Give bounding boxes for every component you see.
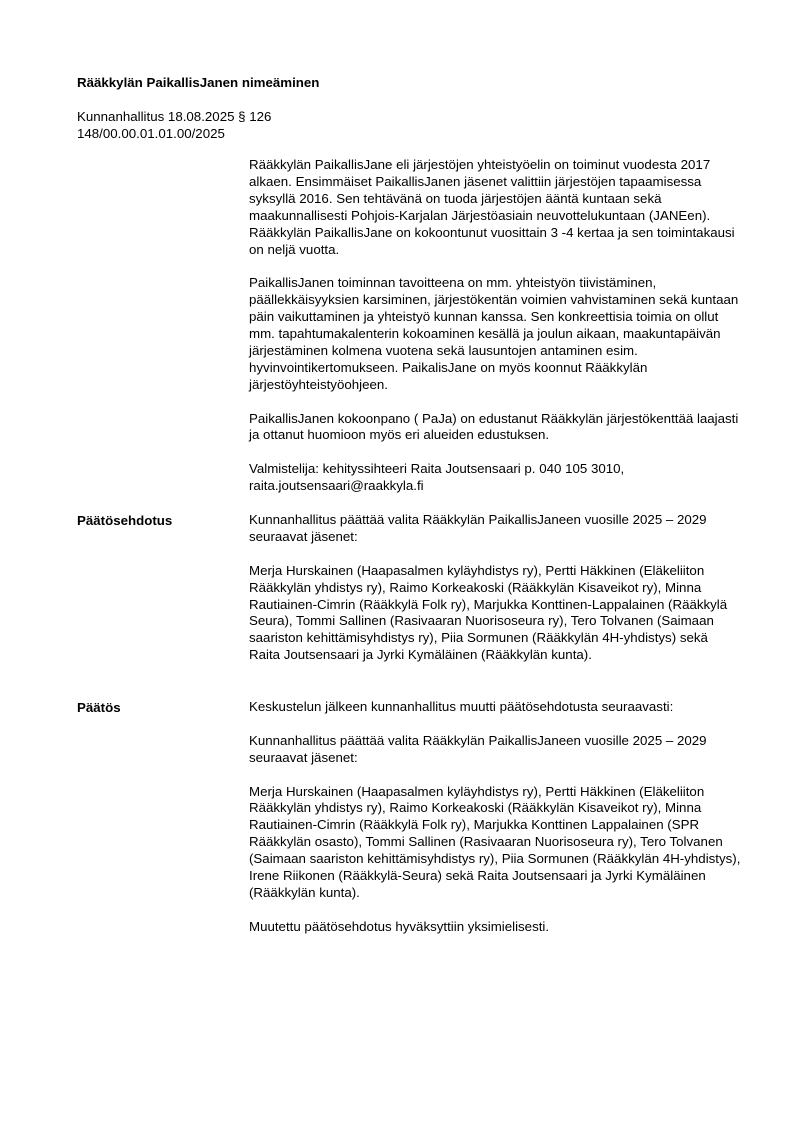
decision-intro: Kunnanhallitus päättää valita Rääkkylän PaikallisJaneen vuosille 2025 – 2029 seuraavat jäsenet: (249, 732, 707, 765)
record-number: 148/00.00.01.01.00/2025 (77, 126, 225, 141)
proposal-intro: Kunnanhallitus päättää valita Rääkkylän PaikallisJaneen vuosille 2025 – 2029 seuraavat jäsenet: (249, 512, 707, 544)
decision-members: Merja Hurskainen (Haapasalmen kyläyhdistys ry), Pertti Häkkinen (Eläkeliiton Rääkkylän yhdistys ry), Raimo Korkeakoski (Rääkkylän Kisaveikot ry), Minna Rautiainen-Cimrin (Rääkkylä Folk ry), Marjukka Konttinen Lappalainen (SPR Rääkkylän osasto), Tommi Sallinen (Rasivaaran Nuorisoseura ry), Tero Tolvanen (Saimaan saariston kehittämisyhdistys ry), Piia Sormunen (Rääkkylän 4H-yhdistys), Irene Riikonen (Rääkkylä-Seura) sekä Raita Joutsensaari ja Jyrki Kymäläinen (Rääkkylän kunta). (249, 783, 741, 900)
decision-label: Päätös (77, 700, 121, 715)
preparer-email: raita.joutsensaari@raakkyla.fi (249, 478, 424, 494)
proposal-section (249, 512, 741, 681)
decision-outcome: Muutettu päätösehdotus hyväksyttiin yksimielisesti. (249, 918, 550, 934)
document-title: Rääkkylän PaikallisJanen nimeäminen (77, 75, 320, 90)
background-section (249, 157, 741, 512)
meeting-line: Kunnanhallitus 18.08.2025 § 126 (77, 109, 272, 124)
decision-section (249, 699, 741, 953)
decision-discussion: Keskustelun jälkeen kunnanhallitus muutti päätösehdotusta seuraavasti: (249, 699, 674, 714)
preparer-info (249, 461, 741, 495)
meeting-info (77, 108, 271, 142)
proposal-label: Päätösehdotus (77, 513, 173, 528)
preparer-line: Valmistelija: kehityssihteeri Raita Joutsensaari p. 040 105 3010, (249, 461, 625, 477)
background-paragraph-2: PaikallisJanen toiminnan tavoitteena on mm. yhteistyön tiivistäminen, päällekkäisyyksien karsiminen, järjestökentän voimien vahvistaminen sekä kuntaan päin vaikuttaminen ja yhteistyö kunnan kanssa. Sen konkreettisia toimia on ollut mm. tapahtumakalenterin kokoaminen kesällä ja joulun aikaan, maakuntapäivän järjestäminen kolmena vuotena sekä lausuntojen antaminen esim. hyvinvointikertomukseen. PaikalisJane on myös koonnut Rääkkylän järjestöyhteistyöohjeen. (249, 275, 739, 392)
proposal-members: Merja Hurskainen (Haapasalmen kyläyhdistys ry), Pertti Häkkinen (Eläkeliiton Rääkkylän yhdistys ry), Raimo Korkeakoski (Rääkkylän Kisaveikot ry), Minna Rautiainen-Cimrin (Rääkkylä Folk ry), Marjukka Konttinen-Lappalainen (Rääkkylä Seura), Tommi Sallinen (Rasivaaran Nuorisoseura ry), Tero Tolvanen (Saimaan saariston kehittämisyhdistys ry), Piia Sormunen (Rääkkylän 4H-yhdistys) sekä Raita Joutsensaari ja Jyrki Kymäläinen (Rääkkylän kunta). (249, 562, 728, 663)
background-paragraph-3: PaikallisJanen kokoonpano ( PaJa) on edustanut Rääkkylän järjestökenttää laajasti ja ottanut huomioon myös eri alueiden edustuksen. (249, 410, 739, 443)
background-paragraph-1: Rääkkylän PaikallisJane eli järjestöjen yhteistyöelin on toiminut vuodesta 2017 alkaen. Ensimmäiset PaikallisJanen jäsenet valittiin järjestöjen tapaamisessa syksyllä 2016. Sen tehtävänä on tuoda järjestöjen ääntä kuntaan sekä maakunnallisesti Pohjois-Karjalan Järjestöasiain neuvottelukuntaan (JANEen). Rääkkylän PaikallisJane on kokoontunut vuosittain 3 -4 kertaa ja sen toimintakausi on neljä vuotta. (249, 157, 735, 257)
